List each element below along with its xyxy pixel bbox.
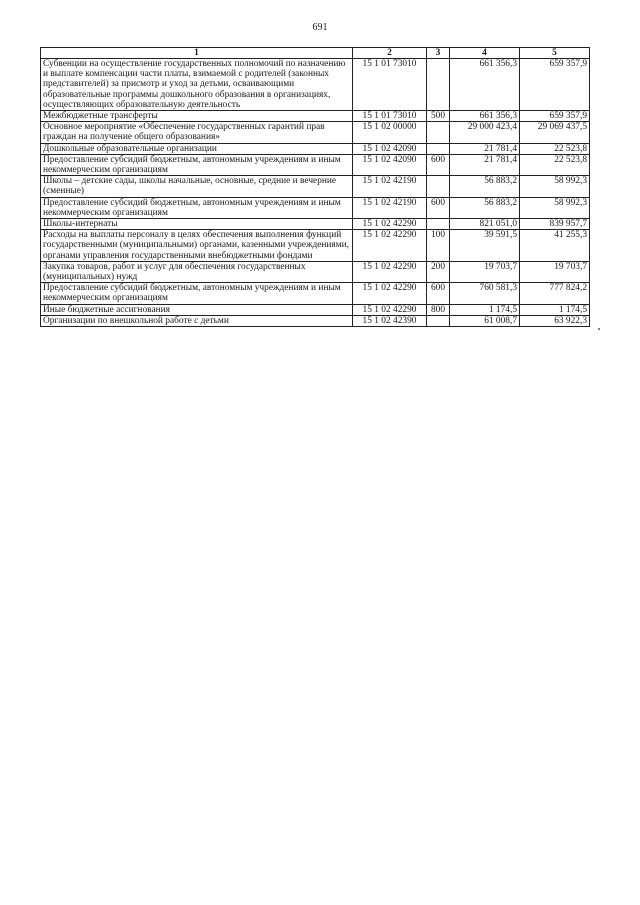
column-header-name: 1 <box>41 48 353 59</box>
table-row <box>41 59 590 111</box>
row-value-4: 661 356,3 <box>450 59 520 111</box>
row-value-4: 21 781,4 <box>450 143 520 154</box>
table-row <box>41 219 590 230</box>
row-expense-type: 500 <box>427 111 450 122</box>
row-code: 15 1 02 42090 <box>353 154 427 175</box>
column-header-type: 3 <box>427 48 450 59</box>
row-name: Дошкольные образовательные организации <box>41 143 353 154</box>
table-row <box>41 143 590 154</box>
row-expense-type <box>427 176 450 197</box>
row-value-5: 839 957,7 <box>520 219 590 230</box>
row-value-5: 22 523,8 <box>520 143 590 154</box>
row-value-4: 1 174,5 <box>450 304 520 315</box>
row-value-5: 659 357,9 <box>520 111 590 122</box>
column-header-code: 2 <box>353 48 427 59</box>
table-row <box>41 197 590 218</box>
row-value-4: 39 591,5 <box>450 230 520 262</box>
table-row <box>41 154 590 175</box>
row-expense-type: 800 <box>427 304 450 315</box>
row-value-4: 56 883,2 <box>450 176 520 197</box>
table-row <box>41 111 590 122</box>
row-value-5: 58 992,3 <box>520 176 590 197</box>
row-code: 15 1 02 42290 <box>353 261 427 282</box>
row-code: 15 1 02 42290 <box>353 283 427 304</box>
table-row <box>41 283 590 304</box>
row-value-5: 777 824,2 <box>520 283 590 304</box>
row-expense-type: 600 <box>427 283 450 304</box>
row-value-5: 659 357,9 <box>520 59 590 111</box>
row-code: 15 1 02 42290 <box>353 219 427 230</box>
scan-speck <box>598 328 600 330</box>
row-expense-type <box>427 122 450 143</box>
row-code: 15 1 01 73010 <box>353 59 427 111</box>
row-code: 15 1 02 42190 <box>353 197 427 218</box>
row-expense-type <box>427 59 450 111</box>
page-number: 691 <box>312 22 328 33</box>
row-code: 15 1 02 42390 <box>353 315 427 326</box>
row-code: 15 1 02 42190 <box>353 176 427 197</box>
row-value-4: 19 703,7 <box>450 261 520 282</box>
table-header-row <box>41 48 590 59</box>
table-row <box>41 176 590 197</box>
row-expense-type: 600 <box>427 154 450 175</box>
row-value-4: 29 000 423,4 <box>450 122 520 143</box>
row-value-5: 41 255,3 <box>520 230 590 262</box>
row-name: Расходы на выплаты персоналу в целях обеспечения выполнения функций государственными (муниципальными) органами, казенными учреждениями, органами управления государственными внебюджетными фондами <box>41 230 353 262</box>
row-code: 15 1 02 42290 <box>353 304 427 315</box>
table-row <box>41 261 590 282</box>
row-name: Школы-интернаты <box>41 219 353 230</box>
column-header-value-4: 4 <box>450 48 520 59</box>
budget-table <box>40 47 590 327</box>
row-name: Закупка товаров, работ и услуг для обеспечения государственных (муниципальных) нужд <box>41 261 353 282</box>
row-expense-type <box>427 143 450 154</box>
row-name: Предоставление субсидий бюджетным, автономным учреждениям и иным некоммерческим организациям <box>41 197 353 218</box>
row-name: Предоставление субсидий бюджетным, автономным учреждениям и иным некоммерческим организациям <box>41 154 353 175</box>
table-row <box>41 304 590 315</box>
row-expense-type: 100 <box>427 230 450 262</box>
row-name: Иные бюджетные ассигнования <box>41 304 353 315</box>
row-value-5: 19 703,7 <box>520 261 590 282</box>
table-row <box>41 230 590 262</box>
row-expense-type <box>427 315 450 326</box>
row-value-4: 21 781,4 <box>450 154 520 175</box>
table-row <box>41 315 590 326</box>
row-code: 15 1 02 42290 <box>353 230 427 262</box>
row-name: Школы – детские сады, школы начальные, основные, средние и вечерние (сменные) <box>41 176 353 197</box>
row-value-4: 760 581,3 <box>450 283 520 304</box>
row-value-5: 22 523,8 <box>520 154 590 175</box>
row-value-4: 661 356,3 <box>450 111 520 122</box>
row-value-5: 1 174,5 <box>520 304 590 315</box>
row-code: 15 1 02 42090 <box>353 143 427 154</box>
row-expense-type <box>427 219 450 230</box>
row-value-4: 61 008,7 <box>450 315 520 326</box>
row-value-5: 63 922,3 <box>520 315 590 326</box>
row-code: 15 1 02 00000 <box>353 122 427 143</box>
row-name: Организации по внешкольной работе с детьми <box>41 315 353 326</box>
row-expense-type: 600 <box>427 197 450 218</box>
row-value-5: 58 992,3 <box>520 197 590 218</box>
row-value-4: 56 883,2 <box>450 197 520 218</box>
row-value-4: 821 051,0 <box>450 219 520 230</box>
column-header-value-5: 5 <box>520 48 590 59</box>
row-name: Межбюджетные трансферты <box>41 111 353 122</box>
row-value-5: 29 069 437,5 <box>520 122 590 143</box>
row-name: Предоставление субсидий бюджетным, автономным учреждениям и иным некоммерческим организациям <box>41 283 353 304</box>
row-code: 15 1 01 73010 <box>353 111 427 122</box>
row-name: Субвенции на осуществление государственных полномочий по назначению и выплате компенсации части платы, взимаемой с родителей (законных представителей) за присмотр и уход за детьми, осваивающими образовательные программы дошкольного образования в организациях, осуществляющих образовательную деятельность <box>41 59 353 111</box>
row-expense-type: 200 <box>427 261 450 282</box>
table-row <box>41 122 590 143</box>
row-name: Основное мероприятие «Обеспечение государственных гарантий прав граждан на получение общего образования» <box>41 122 353 143</box>
